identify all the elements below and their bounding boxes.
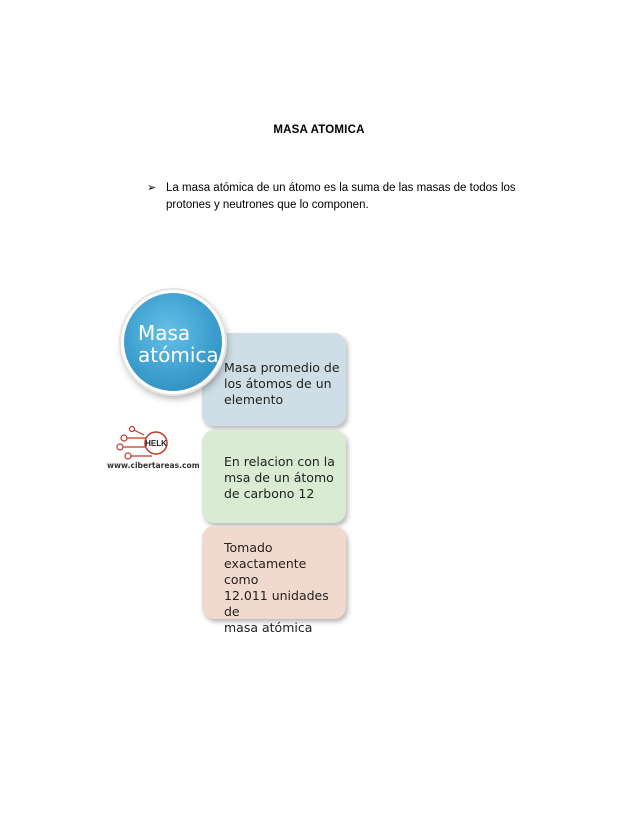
logo-url-text: www.cibertareas.com (107, 461, 200, 470)
diagram-card-relation (202, 430, 346, 523)
diagram-card-value (202, 526, 346, 635)
arrow-bullet-icon: ➢ (147, 182, 157, 194)
diagram-title-bubble (121, 290, 225, 394)
card-text-line: 12.011 unidades de (224, 588, 329, 619)
card-text-line: los átomos de un (224, 376, 332, 391)
card-text-line: msa de un átomo (224, 470, 334, 485)
card-text-line: elemento (224, 392, 284, 407)
card-text-line: Masa promedio de (224, 360, 340, 375)
card-text-line: masa atómica (224, 620, 313, 635)
card-text-line: En relacion con la (224, 454, 335, 469)
card-text-line: exactamente como (224, 556, 307, 587)
card-text-line: de carbono 12 (224, 486, 315, 501)
card-text-line: Tomado (224, 540, 273, 555)
document-title: MASA ATOMICA (273, 124, 365, 136)
bubble-text-line: atómica (138, 343, 219, 367)
bullet-paragraph (147, 180, 537, 214)
bullet-text-line-1: La masa atómica de un átomo es la suma de las masas de todos los (166, 182, 516, 194)
bubble-text-line: Masa (138, 321, 191, 345)
bullet-text-line-2: protones y neutrones que lo componen. (166, 199, 369, 211)
logo-badge-text: HELK (145, 439, 167, 448)
